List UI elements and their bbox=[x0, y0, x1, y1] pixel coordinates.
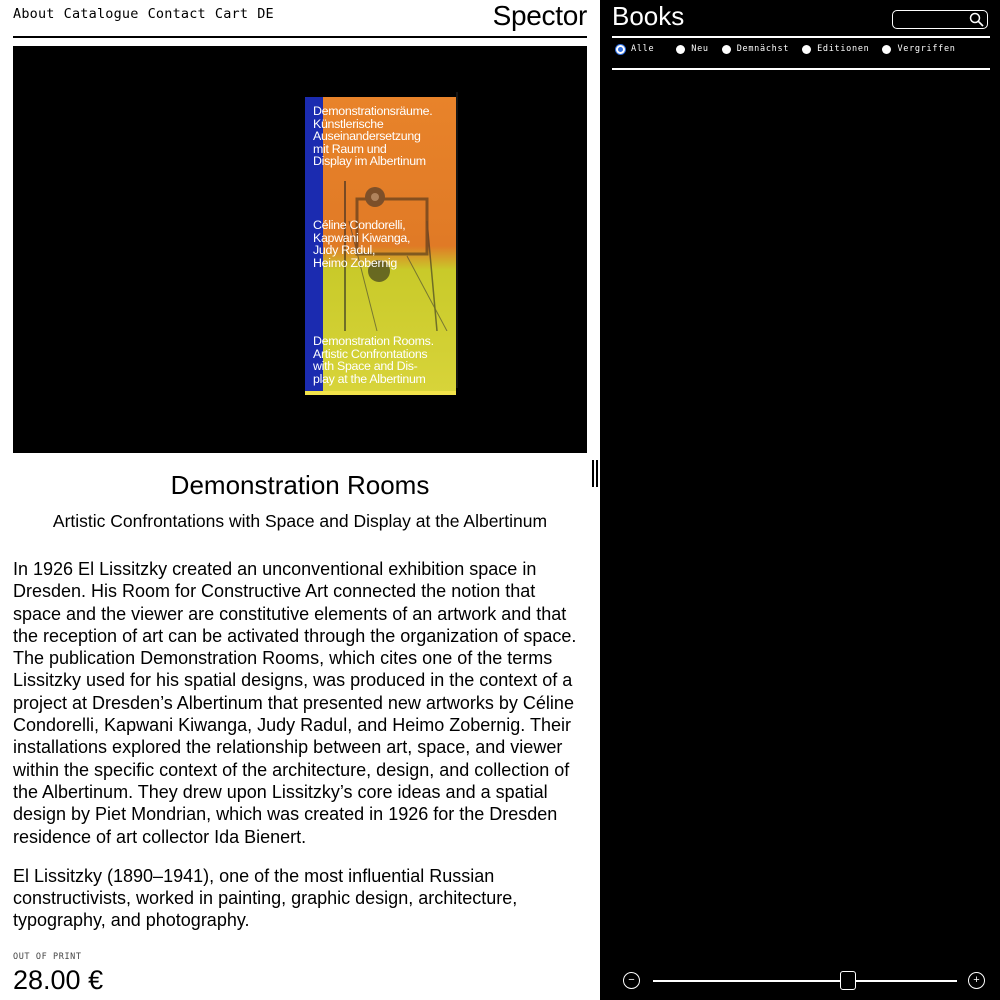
category-filter-group bbox=[616, 44, 956, 54]
cover-line: Artistic Confrontations bbox=[313, 346, 428, 361]
cover-line: Auseinandersetzung bbox=[313, 129, 421, 144]
cover-line: with Space and Dis- bbox=[313, 359, 418, 374]
book-title: Demonstration Rooms bbox=[170, 470, 430, 500]
filter-demnaechst[interactable] bbox=[722, 44, 789, 54]
cover-line: Céline Condorelli, bbox=[313, 218, 406, 232]
site-logo[interactable]: Spector bbox=[492, 0, 587, 31]
zoom-slider-track[interactable] bbox=[653, 980, 957, 982]
filter-vergriffen[interactable] bbox=[882, 44, 955, 54]
zoom-control bbox=[620, 970, 990, 994]
cover-line: Künstlerische bbox=[313, 116, 384, 131]
nav-catalogue-link[interactable]: Catalogue bbox=[63, 6, 139, 22]
cover-line: Heimo Zobernig bbox=[313, 255, 397, 270]
search-input[interactable] bbox=[892, 10, 988, 29]
nav-cart-link[interactable]: Cart bbox=[214, 6, 249, 22]
cover-title-en bbox=[313, 335, 434, 385]
cover-line: play at the Albertinum bbox=[313, 371, 426, 386]
radio-icon[interactable] bbox=[882, 45, 891, 54]
zoom-in-button[interactable]: + bbox=[968, 972, 985, 989]
filter-label: Neu bbox=[691, 44, 709, 54]
nav-contact-link[interactable]: Contact bbox=[147, 6, 206, 22]
cover-shadow bbox=[456, 92, 458, 388]
cover-artists bbox=[313, 219, 410, 269]
book-image-viewer[interactable] bbox=[13, 46, 587, 453]
cover-line: Demonstrationsräume. bbox=[313, 104, 433, 118]
cover-line: mit Raum und bbox=[313, 141, 387, 156]
radio-icon[interactable] bbox=[722, 45, 731, 54]
radio-icon[interactable] bbox=[676, 45, 685, 54]
filter-neu[interactable] bbox=[676, 44, 708, 54]
description-paragraph: El Lissitzky (1890–1941), one of the most influential Russian constructivists, worked in painting, graphic design, architecture, typography, and photography. bbox=[13, 865, 518, 931]
description-paragraph: In 1926 El Lissitzky created an unconventional exhibition space in Dresden. His Room for Constructive Art connected the notion that space and the viewer are constitutive elements of an artwork and that the reception of art can be activated through the organization of space. The publication Demonstration Rooms, which cites one of the terms Lissitzky used for his spatial designs, was produced in the context of a project at Dresden’s Albertinum that presented new artworks by Céline Condorelli, Kapwani Kiwanga, Judy Radul, and Heimo Zobernig. Their installations explored the relationship between art, space, and viewer within the specific context of the architecture, design, and collection of the Albertinum. They drew upon Lissitzky’s core ideas and a spatial design by Piet Mondrian, which was created in 1926 for the Dresden residence of art collector Ida Bienert. bbox=[13, 559, 577, 847]
cover-line: Kapwani Kiwanga, bbox=[313, 230, 411, 245]
radio-icon[interactable] bbox=[802, 45, 811, 54]
cover-line: Judy Radul, bbox=[313, 243, 376, 258]
book-cover-image bbox=[305, 97, 456, 395]
grip-line bbox=[592, 460, 594, 487]
cover-yellow-band bbox=[305, 391, 456, 395]
filter-label: Demnächst bbox=[736, 44, 790, 54]
cover-line: Demonstration Rooms. bbox=[313, 334, 434, 348]
filter-label: Alle bbox=[631, 44, 655, 54]
sidebar-header-divider bbox=[612, 36, 990, 38]
header-divider bbox=[13, 36, 587, 38]
filter-label: Vergriffen bbox=[897, 44, 956, 54]
filter-label: Editionen bbox=[817, 44, 870, 54]
grip-line bbox=[596, 460, 598, 487]
stock-status: OUT OF PRINT bbox=[13, 952, 82, 962]
cover-title-de bbox=[313, 105, 432, 168]
zoom-slider-thumb[interactable] bbox=[840, 971, 856, 990]
book-description bbox=[13, 558, 585, 949]
sidebar-title: Books bbox=[612, 1, 685, 31]
book-price: 28.00 € bbox=[13, 965, 104, 995]
radio-checked-icon[interactable] bbox=[616, 45, 625, 54]
books-sidebar bbox=[600, 0, 1000, 1000]
search-icon[interactable] bbox=[969, 12, 984, 27]
language-switch-link[interactable]: DE bbox=[257, 6, 274, 22]
filter-alle[interactable] bbox=[616, 44, 654, 54]
top-nav bbox=[13, 6, 274, 22]
filter-divider bbox=[612, 68, 990, 70]
filter-editionen[interactable] bbox=[802, 44, 869, 54]
zoom-out-button[interactable]: − bbox=[623, 972, 640, 989]
cover-line: Display im Albertinum bbox=[313, 154, 426, 169]
book-subtitle: Artistic Confrontations with Space and Display at the Albertinum bbox=[52, 511, 548, 531]
nav-about-link[interactable]: About bbox=[13, 6, 55, 22]
